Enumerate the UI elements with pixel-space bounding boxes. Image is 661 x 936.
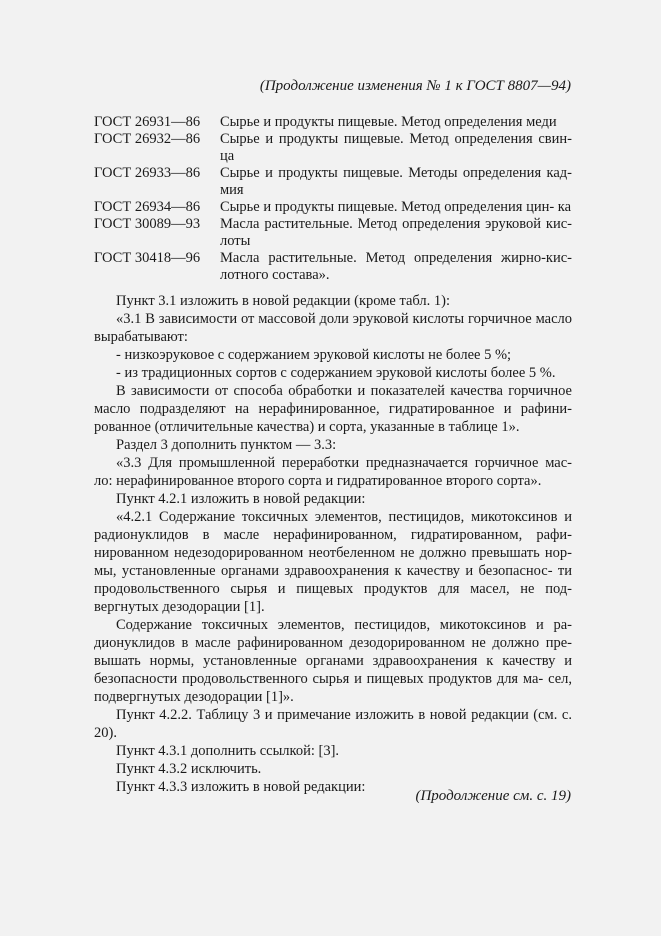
paragraph: - низкоэруковое с содержанием эруковой кислоты не более 5 %; <box>116 347 512 363</box>
standard-row <box>94 114 572 131</box>
standard-title: Сырье и продукты пищевые. Методы определения кад- мия <box>220 165 572 198</box>
standard-code: ГОСТ 30418—96 <box>94 250 201 266</box>
standard-code: ГОСТ 26931—86 <box>94 114 201 130</box>
standard-title: Сырье и продукты пищевые. Метод определения цин- ка <box>220 199 572 215</box>
standard-row <box>94 216 572 250</box>
paragraph: Пункт 4.3.3 изложить в новой редакции: <box>116 779 366 795</box>
paragraph: Пункт 4.2.2. Таблицу 3 и примечание изложить в новой редакции (см. с. 20). <box>94 707 572 741</box>
paragraph: Раздел 3 дополнить пунктом — 3.3: <box>116 437 337 453</box>
standard-title: Сырье и продукты пищевые. Метод определения меди <box>220 114 557 130</box>
standard-row <box>94 199 572 216</box>
standard-row <box>94 131 572 165</box>
standard-title: Масла растительные. Метод определения эруковой кис- лоты <box>220 216 572 249</box>
page-header: (Продолжение изменения № 1 к ГОСТ 8807—94) <box>259 78 571 94</box>
paragraph: Содержание токсичных элементов, пестицидов, микотоксинов и ра- дионуклидов в масле рафинированном дезодорированном не должно пре- вышать нормы, установленные органами здравоохранения к качеству и безопасности продовольственного сырья и пищевых продуктов для ма- сел, подвергнутых дезодорации [1]». <box>94 617 572 705</box>
paragraph: Пункт 3.1 изложить в новой редакции (кроме табл. 1): <box>116 293 451 309</box>
standard-title: Сырье и продукты пищевые. Метод определения свин- ца <box>220 131 572 164</box>
paragraph: «3.1 В зависимости от массовой доли эруковой кислоты горчичное масло вырабатывают: <box>94 311 572 345</box>
paragraph: «3.3 Для промышленной переработки предназначается горчичное мас- ло: нерафинированное второго сорта и гидратированное второго сорта». <box>94 455 572 489</box>
standards-list <box>94 114 572 284</box>
paragraph: В зависимости от способа обработки и показателей качества горчичное масло подразделяют на нерафинированное, гидратированное и рафини- рованное (отличительные качества) и сорта, указанные в таблице 1». <box>94 383 572 435</box>
paragraph: Пункт 4.3.2 исключить. <box>116 761 262 777</box>
standard-code: ГОСТ 26933—86 <box>94 165 201 181</box>
standard-code: ГОСТ 30089—93 <box>94 216 201 232</box>
standard-row <box>94 250 572 284</box>
document-body <box>94 292 572 796</box>
standard-code: ГОСТ 26934—86 <box>94 199 201 215</box>
paragraph: Пункт 4.3.1 дополнить ссылкой: [3]. <box>116 743 340 759</box>
paragraph: - из традиционных сортов с содержанием эруковой кислоты более 5 %. <box>116 365 556 381</box>
standard-code: ГОСТ 26932—86 <box>94 131 201 147</box>
standard-row <box>94 165 572 199</box>
paragraph: Пункт 4.2.1 изложить в новой редакции: <box>116 491 366 507</box>
standard-title: Масла растительные. Метод определения жирно-кис- лотного состава». <box>220 250 572 283</box>
paragraph: «4.2.1 Содержание токсичных элементов, пестицидов, микотоксинов и радионуклидов в масле нерафинированном, гидратированном, рафи- нированном недезодорированном неотбеленном не должно превышать нор- мы, установленные органами здравоохранения к качеству и безопаснос- ти продовольственного сырья и пищевых продуктов для масел, не под- вергнутых дезодорации [1]. <box>94 509 572 615</box>
page-footer: (Продолжение см. с. 19) <box>415 788 571 804</box>
